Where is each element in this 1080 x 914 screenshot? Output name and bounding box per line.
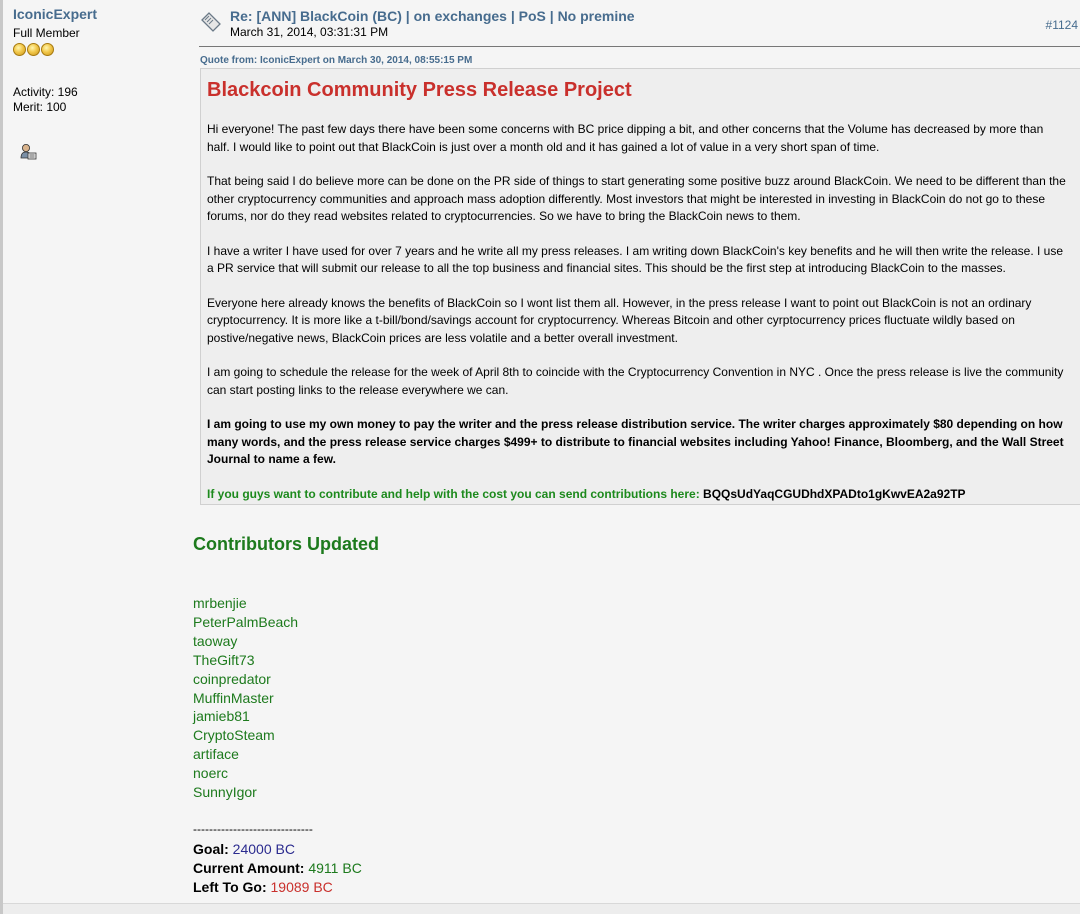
poster-stats [13, 85, 183, 115]
current-value: 4911 BC [308, 860, 362, 876]
contribute-line [207, 486, 1069, 504]
contributors-list [193, 594, 298, 802]
goal-label: Goal: [193, 841, 229, 857]
star-icon [27, 43, 40, 56]
page-bottom-bar [3, 903, 1080, 914]
funding-totals [193, 840, 362, 897]
poster-name-link[interactable]: IconicExpert [13, 6, 98, 22]
post-title-link[interactable]: Re: [ANN] BlackCoin (BC) | on exchanges | PoS | No premine [230, 8, 635, 24]
poster-info [13, 6, 183, 166]
left-value: 19089 BC [270, 879, 333, 895]
quote-paragraph: I am going to schedule the release for the week of April 8th to coincide with the Cryptocurrency Convention in NYC . Once the press release is live the community can start posting links to the release everywhere we can. [207, 365, 1064, 397]
list-item: TheGift73 [193, 651, 255, 668]
quote-paragraph-bold: I am going to use my own money to pay the writer and the press release distribution service. The writer charges approximately $80 depending on how many words, and the press release service charges $499+ to distribute to financial websites including Yahoo! Finance, Bloomberg, and the Wall Street Journal to name a few. [207, 417, 1064, 466]
list-item: mrbenjie [193, 595, 247, 611]
list-item: taoway [193, 632, 238, 649]
post-number-link[interactable]: #1124 [1045, 18, 1078, 32]
quote-paragraph: That being said I do believe more can be done on the PR side of things to start generating some positive buzz around BlackCoin. We need to be different than the other cryptocurrency communities and approach mass adoption differently. Most investors that might be interested in investing in BlackCoin do not go to these forums, nor do they read websites related to cryptocurrencies. So we have to bring the BlackCoin news to them. [207, 174, 1066, 223]
quote-paragraph: I have a writer I have used for over 7 years and he write all my press releases. I am writing down BlackCoin's key benefits and he will then write the release. I use a PR service that will submit our release to all the top business and financial sites. This should be the first step at introducing BlackCoin to the masses. [207, 243, 1064, 275]
current-label: Current Amount: [193, 860, 305, 876]
header-divider [199, 46, 1080, 47]
poster-rank: Full Member [13, 26, 80, 40]
list-item: PeterPalmBeach [193, 613, 299, 630]
quote-paragraph: Everyone here already knows the benefits of BlackCoin so I wont list them all. However, in the press release I want to point out BlackCoin is not an ordinary cryptocurrency. It is more like a t-bill/bond/savings account for cryptocurrency. Whereas Bitcoin and other cyrptocurrency prices fluctuate wildly based on postive/negative news, BlackCoin prices are less volatile and a better overall investment. [207, 295, 1032, 345]
quote-box [200, 68, 1080, 505]
current-row [193, 859, 362, 878]
contributors-heading: Contributors Updated [193, 534, 379, 554]
quote-paragraph: Hi everyone! The past few days there have been some concerns with BC price dipping a bit, and other concerns that the Volume has decreased by more than half. I would like to point out that BlackCoin is just over a month old and it has gained a lot of value in a very short span of time. [207, 122, 1044, 154]
profile-icon[interactable] [19, 143, 37, 161]
left-label: Left To Go: [193, 879, 267, 895]
list-item: MuffinMaster [193, 689, 274, 706]
list-item: artiface [193, 746, 239, 763]
list-item: CryptoSteam [193, 727, 275, 744]
list-item: SunnyIgor [193, 784, 257, 801]
rank-stars [13, 41, 183, 57]
dash-divider: ------------------------------ [193, 822, 313, 836]
star-icon [41, 43, 54, 56]
left-row [193, 878, 362, 897]
list-item: noerc [193, 765, 229, 782]
xx-icon [199, 10, 223, 34]
contribute-text: If you guys want to contribute and help with the cost you can send contributions here: [207, 486, 700, 501]
list-item: jamieb81 [193, 708, 250, 725]
goal-row [193, 840, 362, 859]
list-item: coinpredator [193, 670, 271, 687]
poster-activity: Activity: 196 [13, 85, 78, 99]
post-header [199, 6, 1080, 46]
quote-header-link[interactable]: Quote from: IconicExpert on March 30, 2014, 08:55:15 PM [200, 55, 473, 66]
goal-value: 24000 BC [232, 841, 295, 857]
quote-title: Blackcoin Community Press Release Project [207, 79, 632, 101]
star-icon [13, 43, 26, 56]
poster-merit: Merit: 100 [13, 100, 67, 114]
post-date: March 31, 2014, 03:31:31 PM [230, 25, 389, 39]
donation-address: BQQsUdYaqCGUDhdXPADto1gKwvEA2a92TP [703, 486, 966, 501]
